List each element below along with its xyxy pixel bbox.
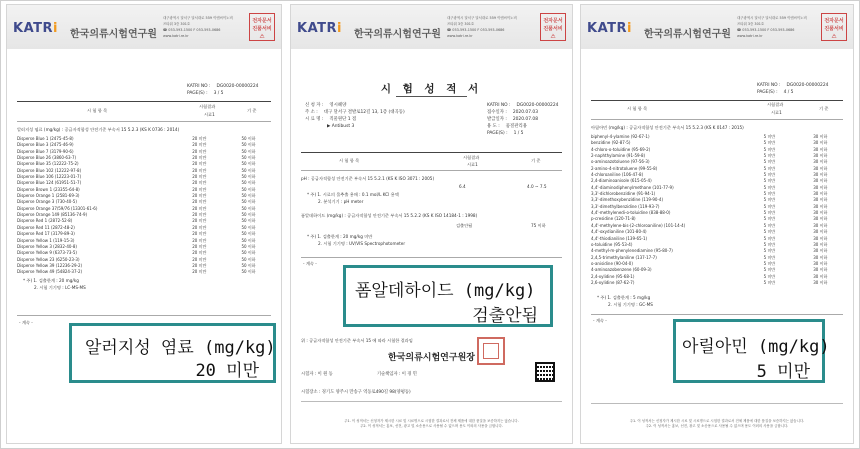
col-standard-header: 기 준	[247, 108, 257, 113]
analyte-name: Disperse Orange 3 (730-40-5)	[17, 199, 77, 205]
callout-label: 알러지성 염료 (mg/kg)	[85, 338, 276, 358]
result-value: 5 미만	[763, 159, 776, 165]
result-value: 20 미만	[192, 231, 207, 237]
letterhead	[7, 5, 281, 49]
standard-value: 50 이하	[241, 250, 256, 256]
table-row	[591, 280, 843, 286]
result-value: 5 미만	[763, 178, 776, 184]
result-value: 20 미만	[192, 136, 207, 141]
result-value: 5 미만	[763, 146, 776, 152]
result-value: 20 미만	[192, 218, 207, 224]
test-place-line: 시험장소 : 경기도 양주시 만송구 역동로490길 98(양평동)	[301, 390, 411, 395]
standard-value: 30 이하	[813, 178, 828, 184]
result-value: 5 미만	[763, 191, 776, 197]
col-sample-header: 시료1	[771, 110, 782, 115]
result-rows	[591, 134, 843, 286]
analyte-name: 4,4'-oxydianiline (101-80-4)	[591, 229, 647, 235]
result-value: 20 미만	[192, 186, 207, 192]
callout-value: 20 미만	[195, 361, 259, 381]
letterhead	[581, 5, 853, 49]
note-detection-limit: * 주) 1. 검출한계 : 20 mg/kg	[23, 278, 79, 283]
result-value: 5 미만	[763, 229, 776, 235]
report-meta: KATRI NO : DG0020-00000224 PAGE(S) : 3 / 5	[187, 84, 259, 96]
standard-value: 30 이하	[813, 140, 828, 146]
analyte-name: Disperse Orange 37/59/76 (13301-61-6)	[17, 205, 98, 211]
result-value: 5 미만	[763, 216, 776, 222]
analyte-name: Disperse Yellow 9 (6373-73-5)	[17, 250, 77, 256]
result-value: 5 미만	[763, 254, 776, 260]
standard-value: 50 이하	[241, 199, 256, 205]
result-value: 5 미만	[763, 134, 776, 139]
director-name: 한국의류시험연구원장	[388, 353, 475, 363]
formaldehyde-value: 검출안됨	[456, 223, 473, 228]
result-value: 20 미만	[192, 262, 207, 268]
letterhead-address: 대구광역시 달서구 달서대로 559 이앤씨이노비즈타워 3층 301호 ☎ 053-593-1500 F 053-593-0686 www.katri.re.kr	[447, 16, 517, 38]
standard-value: 30 이하	[813, 235, 828, 241]
standard-value: 30 이하	[813, 210, 828, 216]
callout-value: 검출안됨	[472, 306, 538, 326]
analyte-name: Disperse Yellow 23 (6250-23-3)	[17, 256, 80, 262]
analyte-name: 2,4,5-trimethylaniline (137-17-7)	[591, 254, 657, 260]
ph-note-solvent: * 주) 1. 시료의 물추출 용매 : 0.1 mol/L KCl 용액	[307, 192, 399, 197]
analyte-name: 4-chloroaniline (106-47-8)	[591, 172, 644, 178]
analyte-name: 4-methyl-m-phenylenediamine (95-80-7)	[591, 248, 673, 254]
col-result-header: 시험결과	[767, 102, 784, 107]
analyte-name: 2,4-diaminoanisole (615-05-4)	[591, 178, 652, 184]
analyte-name: 3,3'-dimethoxybenzidine (119-90-4)	[591, 197, 664, 203]
result-value: 5 미만	[763, 172, 776, 178]
standard-value: 30 이하	[813, 216, 828, 222]
analyte-name: Disperse Yellow 3 (2832-40-8)	[17, 243, 77, 249]
institute-name: 한국의류시험연구원	[70, 29, 157, 40]
standard-value: 30 이하	[813, 203, 828, 209]
allergenic-dye-callout	[69, 323, 276, 383]
standard-value: 30 이하	[813, 229, 828, 235]
standard-value: 50 이하	[241, 148, 256, 154]
result-value: 20 미만	[192, 269, 207, 275]
table-top-rule	[17, 101, 271, 102]
analyte-name: Disperse Brown 1 (23355-64-8)	[17, 186, 80, 192]
standard-value: 50 이하	[241, 243, 256, 249]
result-value: 20 미만	[192, 142, 207, 148]
footer-notes: 주1. 이 성적서는 신청자가 제시한 시료 및 시료명으로 시험한 결과로서 전체 제품에 대한 품질을 보증하지는 않습니다. 주2. 이 성적서는 홍보, 선전, 광고 및 소송용으로 사용될 수 없으며 용도 이외의 사용을 금합니다.	[629, 419, 805, 428]
analyte-name: p-cresidine (120-71-8)	[591, 216, 636, 222]
result-value: 5 미만	[763, 203, 776, 209]
footer-rule	[591, 403, 843, 404]
standard-value: 50 이하	[241, 174, 256, 180]
katri-logo: KATRi	[587, 21, 632, 36]
standard-value: 30 이하	[813, 153, 828, 159]
analyte-name: Disperse Blue 3 (2475-46-9)	[17, 142, 74, 148]
result-value: 20 미만	[192, 205, 207, 211]
col-item-header: 시 험 항 목	[87, 108, 108, 113]
analyte-name: Disperse Blue 102 (12222-97-8)	[17, 167, 82, 173]
callout-label: 폼알데하이드 (mg/kg)	[355, 281, 536, 301]
result-value: 20 미만	[192, 256, 207, 262]
callout-value: 5 미만	[756, 362, 810, 382]
result-value: 5 미만	[763, 241, 776, 247]
confirmation-line: 위 : 공급자적합성 안전기준 부속서 15 에 따라 시험한 결과임	[301, 338, 413, 343]
katri-logo: KATRi	[297, 21, 342, 36]
result-value: 5 미만	[763, 273, 776, 279]
table-bottom-rule	[591, 314, 843, 315]
table-row	[17, 269, 271, 275]
analyte-name: Disperse Orange 149 (85136-74-9)	[17, 212, 88, 218]
standard-value: 50 이하	[241, 167, 256, 173]
result-value: 20 미만	[192, 180, 207, 186]
analyte-name: Disperse Yellow 39 (12236-29-2)	[17, 262, 83, 268]
result-value: 20 미만	[192, 174, 207, 180]
note-instrument: 2. 시험 기기명 : GC-MS	[608, 302, 653, 307]
standard-value: 50 이하	[241, 224, 256, 230]
standard-value: 50 이하	[241, 256, 256, 262]
standard-value: 50 이하	[241, 262, 256, 268]
col-sample-header: 시료1	[204, 112, 215, 117]
official-seal	[477, 337, 505, 365]
result-value: 20 미만	[192, 167, 207, 173]
result-value: 5 미만	[763, 279, 776, 285]
title-underline	[396, 96, 467, 97]
institute-name: 한국의류시험연구원	[354, 29, 441, 40]
standard-value: 50 이하	[241, 161, 256, 167]
standard-value: 50 이하	[241, 193, 256, 199]
note-instrument: 2. 시험 기기명 : LC-MS-MS	[34, 285, 86, 290]
ph-value: 6.4	[459, 184, 466, 189]
footer-notes: 주1. 이 성적서는 신청자가 제시한 시료 및 시료명으로 시험한 결과로서 전체 제품에 대한 품질을 보증하지는 않습니다. 주2. 이 성적서는 홍보, 선전, 광고 및 소송용으로 사용될 수 없으며 용도 이외의 사용을 금합니다.	[344, 419, 519, 428]
standard-value: 50 이하	[241, 136, 256, 141]
col-sample-header: 시료1	[467, 162, 478, 167]
standard-value: 50 이하	[241, 212, 256, 218]
result-value: 20 미만	[192, 155, 207, 161]
analyte-name: Disperse Blue 35 (12222-75-2)	[17, 161, 79, 167]
analyte-name: 2,4-xylidine (95-68-1)	[591, 273, 635, 279]
standard-value: 30 이하	[813, 159, 828, 165]
letterhead	[291, 5, 572, 49]
result-value: 20 미만	[192, 243, 207, 249]
result-value: 20 미만	[192, 161, 207, 167]
result-value: 5 미만	[763, 153, 776, 159]
result-value: 20 미만	[192, 237, 207, 243]
report-page-1	[290, 4, 573, 444]
analyte-name: o-aminoazotoluene (97-56-3)	[591, 159, 650, 165]
note-detection-limit: * 주) 1. 검출한계 : 5 mg/kg	[597, 295, 651, 300]
e-document-badge: 전자문서 진품서비스	[821, 13, 847, 41]
result-rows	[17, 136, 271, 276]
analyte-name: Disperse Red 11 (2872-48-2)	[17, 224, 75, 230]
analyte-name: Disperse Yellow 1 (119-15-3)	[17, 237, 75, 243]
analyte-name: 4-aminoazobenzene (60-09-3)	[591, 267, 652, 273]
institute-name: 한국의류시험연구원	[644, 29, 731, 40]
result-value: 20 미만	[192, 224, 207, 230]
standard-value: 50 이하	[241, 186, 256, 192]
standard-value: 30 이하	[813, 197, 828, 203]
letterhead-address: 대구광역시 달서구 달서대로 559 이앤씨이노비즈타워 3층 301호 ☎ 053-593-1500 F 053-593-0686 www.katri.re.kr	[163, 16, 233, 38]
section-title: 알러지성 염료 (mg/kg) : 공급자적합성 안전기준 부속서 15 5.2.3 (KS K 0736 : 2014)	[17, 127, 180, 132]
result-value: 5 미만	[763, 222, 776, 228]
analyte-name: 4,4'-methylenedi-o-toluidine (838-88-0)	[591, 210, 671, 216]
analyte-name: Disperse Red 1 (2872-52-8)	[17, 218, 73, 224]
certificate-title: 시 험 성 적 서	[380, 83, 483, 95]
standard-value: 30 이하	[813, 273, 828, 279]
result-value: 5 미만	[763, 235, 776, 241]
ph-note-instrument: 2. 분석기기 : pH meter	[318, 199, 364, 204]
callout-label: 아릴아민 (mg/kg)	[682, 337, 830, 357]
result-value: 5 미만	[763, 248, 776, 254]
analyte-name: 4,4'-methylene-bis-(2-chloroaniline) (101-14-4)	[591, 222, 686, 228]
report-page-4	[580, 4, 854, 444]
formaldehyde-note-limit: * 주) 1. 검출한계 : 20 mg/kg 미만	[307, 234, 373, 239]
standard-value: 30 이하	[813, 279, 828, 285]
continued-mark: - 계속 -	[303, 261, 317, 266]
standard-value: 50 이하	[241, 269, 256, 275]
result-value: 5 미만	[763, 140, 776, 146]
formaldehyde-callout	[343, 265, 553, 327]
standard-value: 30 이하	[813, 248, 828, 254]
standard-value: 50 이하	[241, 142, 256, 148]
qr-code	[535, 362, 555, 382]
section-title: 아릴아민 (mg/kg) : 공급자적합성 안전기준 부속서 15 5.2.3 (KS K 0147 : 2015)	[591, 125, 744, 130]
report-meta: KATRI NO : DG0020-00000224 접수일자 : 2020.07.03 발급일자 : 2020.07.08 용 도 : 품질관리용 PAGE(S) : 1 / 5	[487, 103, 559, 136]
table-top-rule	[301, 152, 562, 153]
analyte-name: 4,4'-thiodianiline (139-65-1)	[591, 235, 648, 241]
result-value: 5 미만	[763, 210, 776, 216]
analyte-name: benzidine (92-87-5)	[591, 140, 631, 146]
analyte-name: o-anisidine (90-04-0)	[591, 260, 633, 266]
col-item-header: 시 험 항 목	[627, 106, 648, 111]
standard-value: 30 이하	[813, 267, 828, 273]
table-header-rule	[17, 121, 271, 122]
analyte-name: o-toluidine (95-53-4)	[591, 241, 633, 247]
e-document-badge: 전자문서 진품서비스	[249, 13, 275, 41]
report-meta: KATRI NO : DG0020-00000224 PAGE(S) : 4 / 5	[757, 83, 829, 95]
analyte-name: 2-amino-4-nitrotoluene (99-55-8)	[591, 165, 658, 171]
standard-value: 50 이하	[241, 205, 256, 211]
standard-value: 50 이하	[241, 180, 256, 186]
standard-value: 50 이하	[241, 231, 256, 237]
table-bottom-rule	[301, 257, 562, 258]
col-standard-header: 기 준	[531, 158, 541, 163]
katri-logo: KATRi	[13, 21, 58, 36]
table-top-rule	[591, 100, 843, 101]
standard-value: 30 이하	[813, 165, 828, 171]
table-header-rule	[301, 170, 562, 171]
analyte-name: Disperse Blue 7 (3179-90-6)	[17, 148, 74, 154]
result-value: 20 미만	[192, 193, 207, 199]
ph-test-line: pH : 공급자적합성 안전기준 부속서 15 5.2.1 (KS K ISO 3071 : 2005)	[301, 176, 435, 181]
result-value: 5 미만	[763, 165, 776, 171]
ph-standard: 4.0 ~ 7.5	[527, 184, 547, 189]
analyte-name: Disperse Blue 106 (12223-01-7)	[17, 174, 82, 180]
col-standard-header: 기 준	[819, 106, 829, 111]
analyte-name: Disperse Blue 124 (61951-51-7)	[17, 180, 82, 186]
e-document-badge: 전자문서 진품서비스	[540, 13, 566, 41]
result-value: 20 미만	[192, 148, 207, 154]
applicant-info: 신 청 자 : 영시헤양 주 소 : 대구 달서구 결발로12길 13, 1층 (대곡동) 시 료 명 : 직물원단 1 점 ▶ Antibust 3	[305, 103, 405, 129]
table-bottom-rule	[17, 315, 271, 316]
formaldehyde-standard: 75 이하	[531, 223, 546, 228]
standard-value: 30 이하	[813, 254, 828, 260]
analyte-name: 2-naphthylamine (91-59-8)	[591, 153, 646, 159]
col-result-header: 시험결과	[199, 104, 216, 109]
analyte-name: Disperse Blue 26 (3860-63-7)	[17, 155, 77, 161]
analyte-name: Disperse Yellow 49 (54824-37-2)	[17, 269, 83, 275]
analyte-name: 3,3'-dichlorobenzidine (91-94-1)	[591, 191, 656, 197]
analyte-name: Disperse Blue 1 (2475-45-8)	[17, 136, 74, 141]
standard-value: 30 이하	[813, 172, 828, 178]
analyte-name: 2,6-xylidine (87-62-7)	[591, 279, 635, 285]
result-value: 5 미만	[763, 267, 776, 273]
analyte-name: Disperse Red 17 (3179-89-3)	[17, 231, 75, 237]
result-value: 5 미만	[763, 197, 776, 203]
result-value: 5 미만	[763, 184, 776, 190]
standard-value: 30 이하	[813, 146, 828, 152]
letterhead-address: 대구광역시 달서구 달서대로 559 이앤씨이노비즈타워 3층 301호 ☎ 053-593-1500 F 053-593-0686 www.katri.re.kr	[737, 16, 807, 38]
analyte-name: 4,4'-diaminodiphenylmethane (101-77-9)	[591, 184, 674, 190]
arylamine-callout	[673, 319, 830, 383]
standard-value: 50 이하	[241, 155, 256, 161]
formaldehyde-test-line: 폼알데하이드 (mg/kg) : 공급자적합성 안전기준 부속서 15 5.2.2 (KS K ISO 14184-1 : 1998)	[301, 213, 478, 218]
analyte-name: 3,3'-dimethylbenzidine (119-93-7)	[591, 203, 660, 209]
result-value: 20 미만	[192, 250, 207, 256]
continued-mark: - 계속 -	[593, 318, 607, 323]
standard-value: 30 이하	[813, 191, 828, 197]
signature-line: 시험자 : 이 원 동 기술책임자 : 이 경 민	[301, 372, 417, 377]
footer-rule	[301, 401, 562, 402]
col-item-header: 시 험 항 목	[339, 158, 360, 163]
table-header-rule	[591, 119, 843, 120]
standard-value: 50 이하	[241, 237, 256, 243]
formaldehyde-note-instrument: 2. 시험 기기명 : UV/VIS Spectrophotometer	[318, 241, 406, 246]
analyte-name: biphenyl-4-ylamine (92-67-1)	[591, 134, 650, 139]
report-page-3	[6, 4, 282, 444]
standard-value: 50 이하	[241, 218, 256, 224]
result-value: 5 미만	[763, 260, 776, 266]
standard-value: 30 이하	[813, 134, 828, 139]
standard-value: 30 이하	[813, 260, 828, 266]
analyte-name: Disperse Orange 1 (2581-69-3)	[17, 193, 80, 199]
col-result-header: 시험결과	[463, 155, 480, 160]
standard-value: 30 이하	[813, 184, 828, 190]
continued-mark: - 계속 -	[19, 320, 33, 325]
analyte-name: 4-chloro-o-toluidine (95-69-2)	[591, 146, 651, 152]
result-value: 20 미만	[192, 199, 207, 205]
standard-value: 30 이하	[813, 241, 828, 247]
standard-value: 30 이하	[813, 222, 828, 228]
result-value: 20 미만	[192, 212, 207, 218]
